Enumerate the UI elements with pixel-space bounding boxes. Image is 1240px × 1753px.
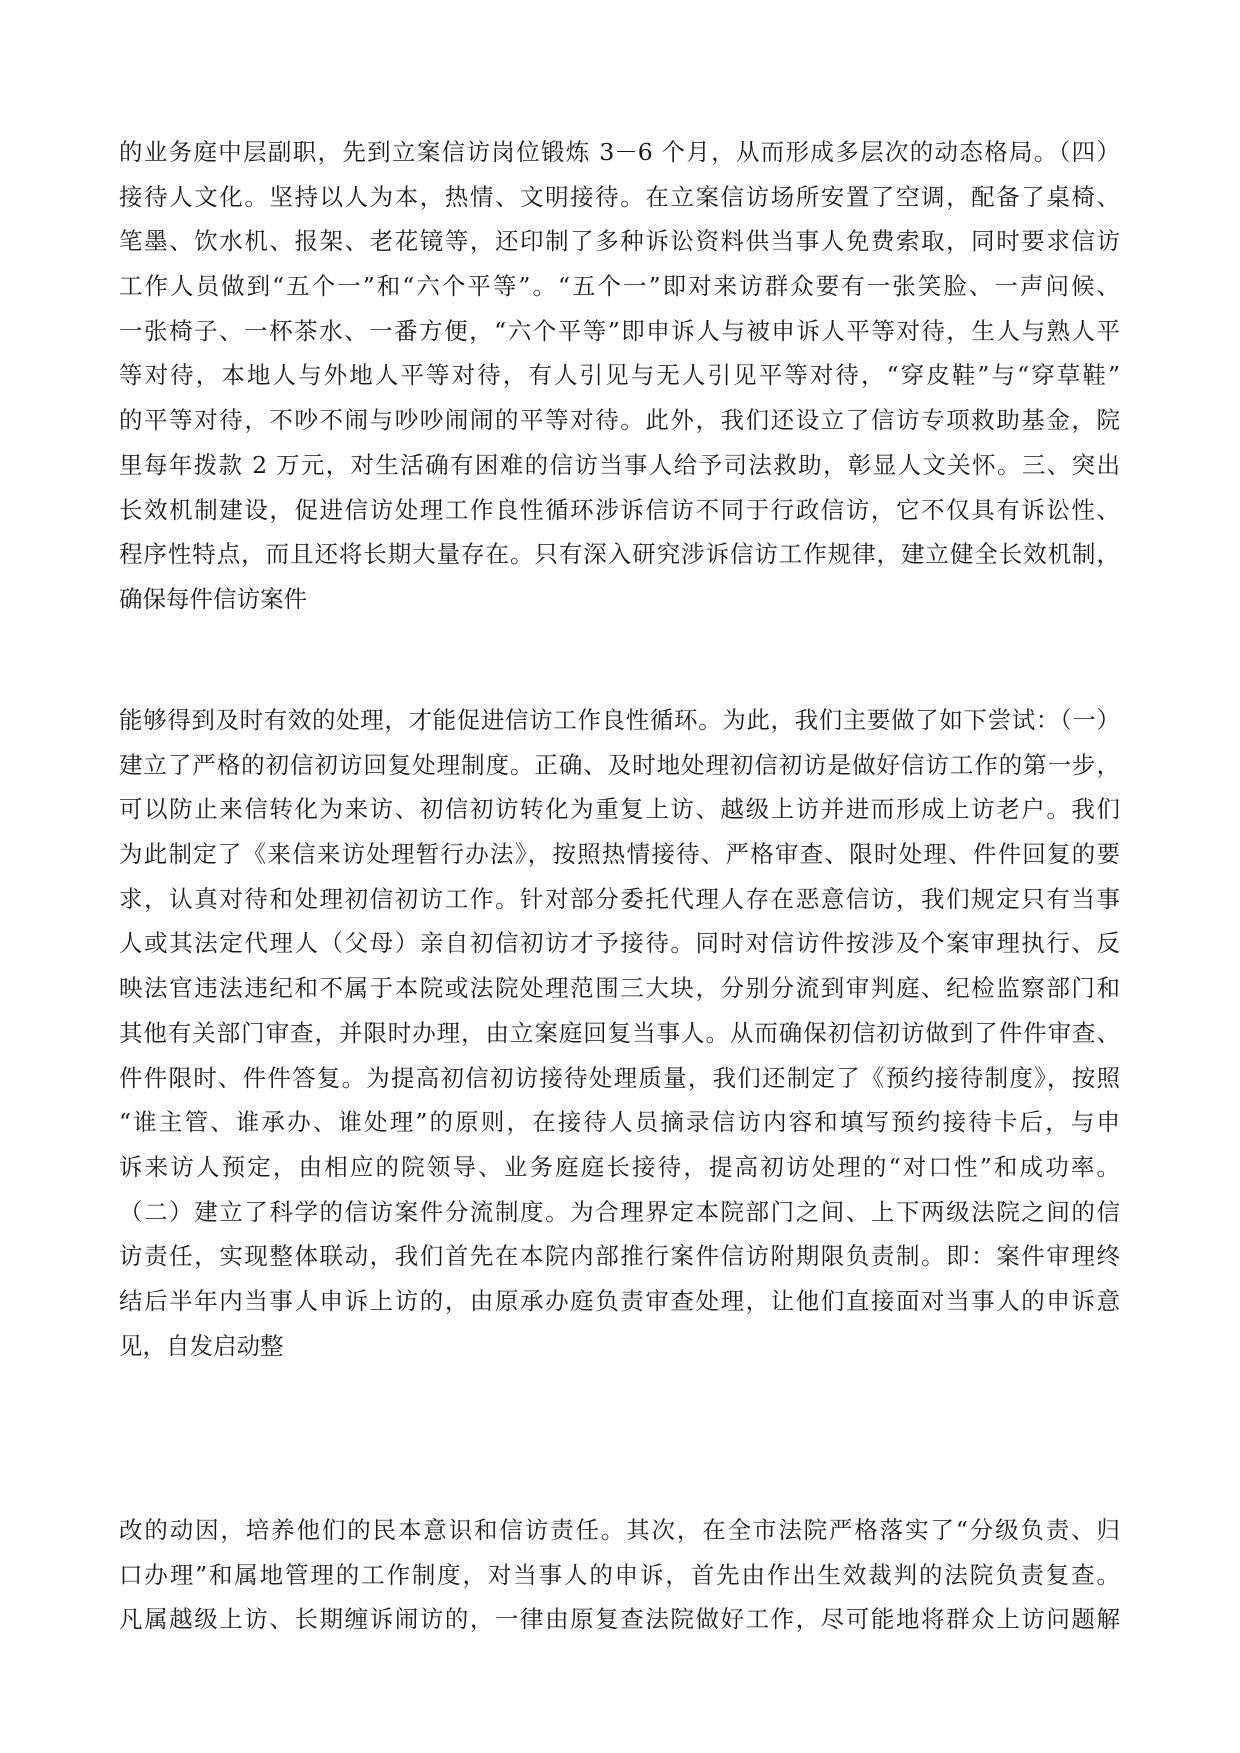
text-line: 等对待，本地人与外地人平等对待，有人引见与无人引见平等对待，“穿皮鞋”与“穿草鞋” xyxy=(119,361,1120,390)
text-line: 口办理”和属地管理的工作制度，对当事人的申诉，首先由作出生效裁判的法院负责复查。 xyxy=(119,1560,1120,1589)
text-line: 映法官违法违纪和不属于本院或法院处理范围三大块，分别分流到审判庭、纪检监察部门和 xyxy=(119,974,1120,1003)
text-line: 人或其法定代理人（父母）亲自初信初访才予接待。同时对信访件按涉及个案审理执行、反 xyxy=(119,929,1120,958)
paragraph-1 xyxy=(119,130,1120,622)
text-line: 件件限时、件件答复。为提高初信初访接待处理质量，我们还制定了《预约接待制度》，按照 xyxy=(119,1063,1120,1092)
text-line: 访责任，实现整体联动，我们首先在本院内部推行案件信访附期限负责制。即：案件审理终 xyxy=(119,1242,1120,1271)
text-line: 诉来访人预定，由相应的院领导、业务庭庭长接待，提高初访处理的“对口性”和成功率。 xyxy=(119,1152,1120,1181)
text-line: 为此制定了《来信来访处理暂行办法》，按照热情接待、严格审查、限时处理、件件回复的要 xyxy=(119,840,1120,869)
paragraph-3 xyxy=(119,1508,1120,1642)
text-line: 的业务庭中层副职，先到立案信访岗位锻炼 3－6 个月，从而形成多层次的动态格局。（四） xyxy=(119,138,1120,166)
text-line: 一张椅子、一杯茶水、一番方便，“六个平等”即申诉人与被申诉人平等对待，生人与熟人平 xyxy=(119,316,1120,345)
paragraph-2 xyxy=(119,698,1120,1368)
text-line: 工作人员做到“五个一”和“六个平等”。“五个一”即对来访群众要有一张笑脸、一声问候、 xyxy=(119,272,1120,301)
text-line: 程序性特点，而且还将长期大量存在。只有深入研究涉诉信访工作规律，建立健全长效机制， xyxy=(119,540,1120,569)
text-line: 能够得到及时有效的处理，才能促进信访工作良性循环。为此，我们主要做了如下尝试：（一） xyxy=(119,706,1120,734)
text-line: 可以防止来信转化为来访、初信初访转化为重复上访、越级上访并进而形成上访老户。我们 xyxy=(119,795,1120,824)
text-line: 改的动因，培养他们的民本意识和信访责任。其次，在全市法院严格落实了“分级负责、归 xyxy=(119,1516,1120,1544)
text-line: 求，认真对待和处理初信初访工作。针对部分委托代理人存在恶意信访，我们规定只有当事 xyxy=(119,884,1120,913)
text-line: 凡属越级上访、长期缠诉闹访的，一律由原复查法院做好工作，尽可能地将群众上访问题解 xyxy=(119,1605,1120,1634)
text-line: 结后半年内当事人申诉上访的，由原承办庭负责审查处理，让他们直接面对当事人的申诉意 xyxy=(119,1286,1120,1315)
text-line: 里每年拨款 2 万元，对生活确有困难的信访当事人给予司法救助，彰显人文关怀。三、突出 xyxy=(119,450,1120,479)
text-line: 接待人文化。坚持以人为本，热情、文明接待。在立案信访场所安置了空调，配备了桌椅、 xyxy=(119,182,1120,211)
text-line: “谁主管、谁承办、谁处理”的原则，在接待人员摘录信访内容和填写预约接待卡后，与申 xyxy=(119,1108,1120,1137)
text-line: 长效机制建设，促进信访处理工作良性循环涉诉信访不同于行政信访，它不仅具有诉讼性、 xyxy=(119,495,1120,524)
text-line: （二）建立了科学的信访案件分流制度。为合理界定本院部门之间、上下两级法院之间的信 xyxy=(119,1197,1120,1226)
text-line: 建立了严格的初信初访回复处理制度。正确、及时地处理初信初访是做好信访工作的第一步， xyxy=(119,750,1120,779)
text-line: 其他有关部门审查，并限时办理，由立案庭回复当事人。从而确保初信初访做到了件件审查、 xyxy=(119,1018,1120,1047)
text-line: 的平等对待，不吵不闹与吵吵闹闹的平等对待。此外，我们还设立了信访专项救助基金，院 xyxy=(119,406,1120,435)
text-line: 笔墨、饮水机、报架、老花镜等，还印制了多种诉讼资料供当事人免费索取，同时要求信访 xyxy=(119,227,1120,256)
text-line: 见，自发启动整 xyxy=(119,1331,284,1360)
text-line: 确保每件信访案件 xyxy=(119,584,307,613)
